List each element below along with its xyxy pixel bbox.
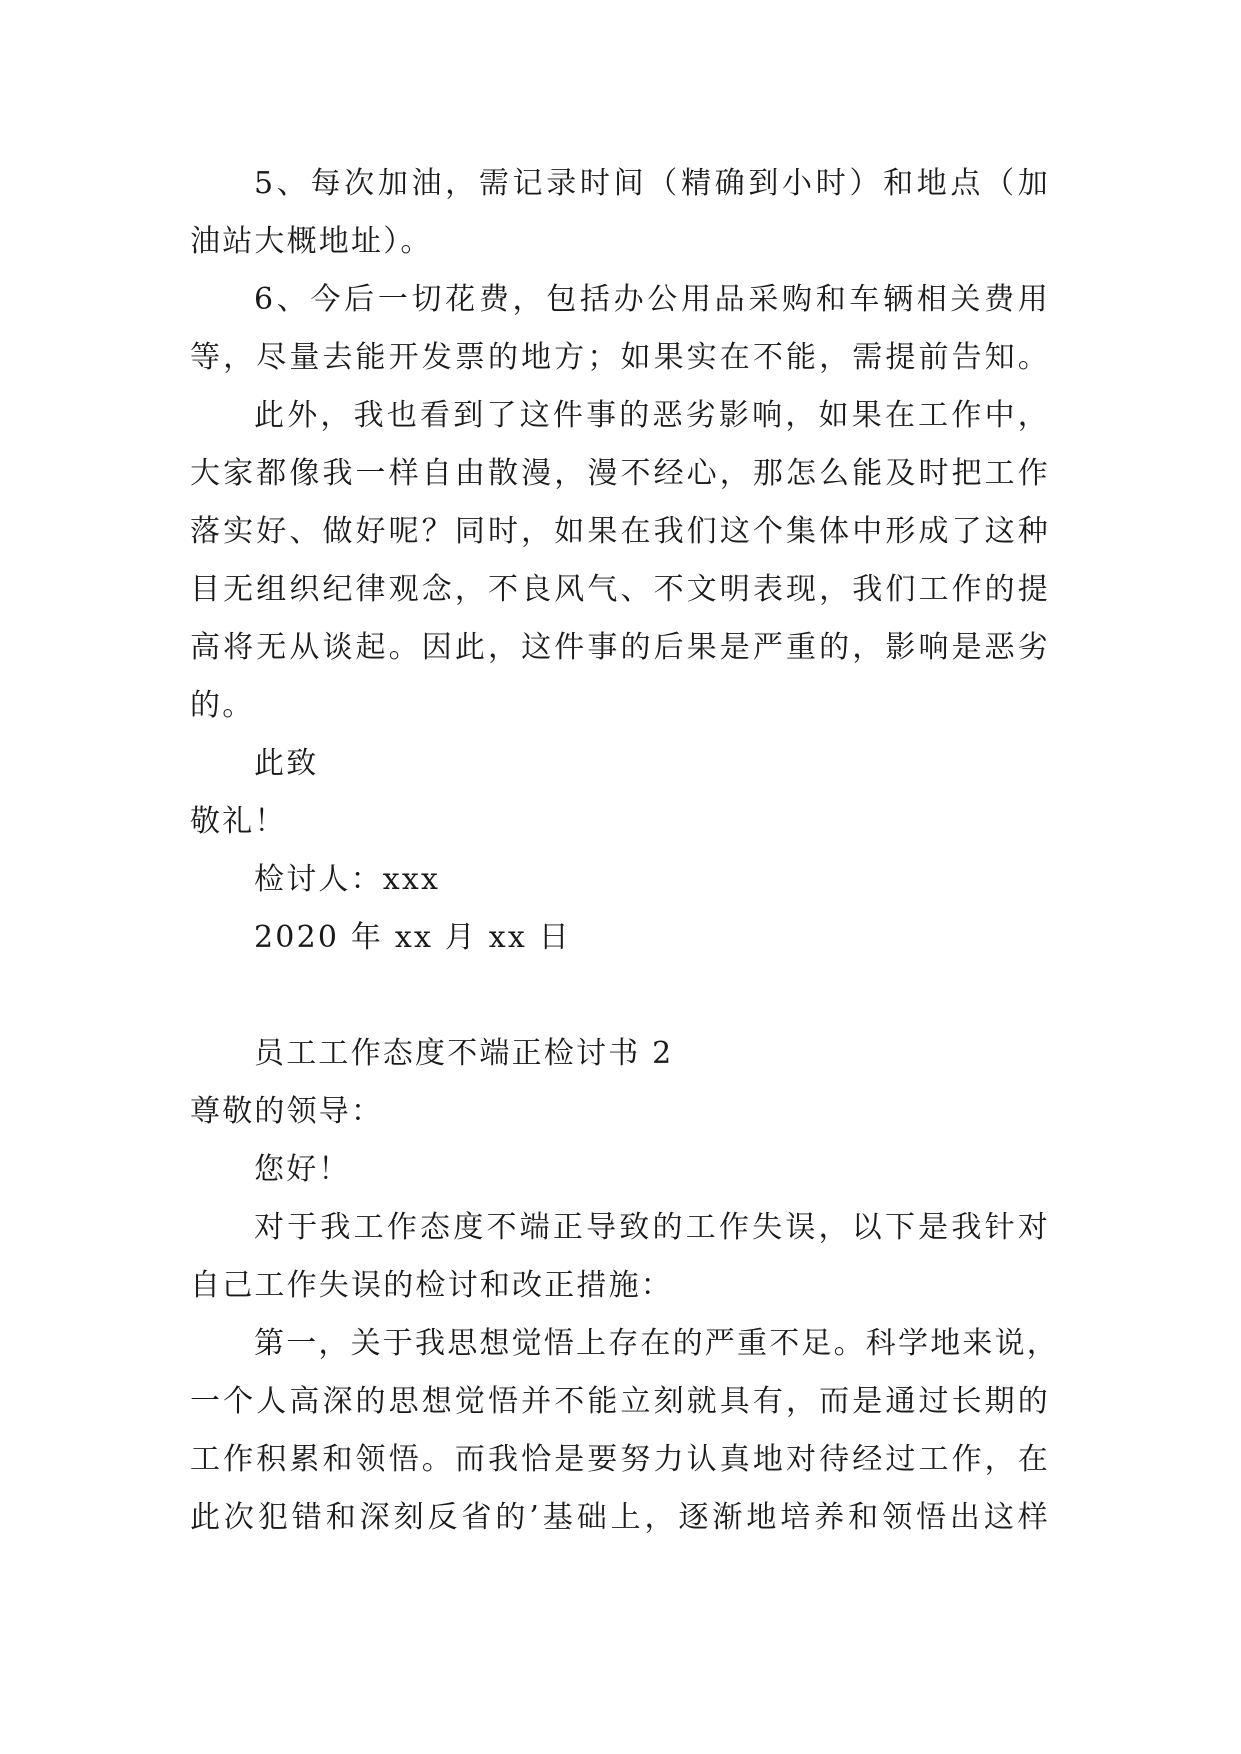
text-line: 5、每次加油，需记录时间（精确到小时）和地点（加 [254,166,1050,201]
text-line: 自己工作失误的检讨和改正措施： [190,1268,673,1303]
text-line: 等，尽量去能开发票的地方；如果实在不能，需提前告知。 [190,340,1050,375]
text-line: 高将无从谈起。因此，这件事的后果是严重的，影响是恶劣 [190,630,1050,665]
text-line: 6、今后一切花费，包括办公用品采购和车辆相关费用 [254,282,1050,317]
closing-regards: 敬礼！ [190,804,287,839]
text-line: 落实好、做好呢？同时，如果在我们这个集体中形成了这种 [190,514,1050,549]
date-line: 2020 年 xx 月 xx 日 [254,920,571,955]
closing-salutation: 此致 [254,746,319,781]
section-title: 员工工作态度不端正检讨书 2 [254,1036,674,1071]
text-line: 此次犯错和深刻反省的’基础上，逐渐地培养和领悟出这样 [190,1500,1050,1535]
greeting-hello: 您好！ [254,1152,351,1187]
text-line: 工作积累和领悟。而我恰是要努力认真地对待经过工作，在 [190,1442,1050,1477]
blank-line [190,967,1050,1025]
document-body [190,155,1059,1547]
text-line: 目无组织纪律观念，不良风气、不文明表现，我们工作的提 [190,572,1050,607]
text-line: 对于我工作态度不端正导致的工作失误，以下是我针对 [254,1210,1050,1245]
text-line: 此外，我也看到了这件事的恶劣影响，如果在工作中， [254,398,1050,433]
greeting-line: 尊敬的领导： [190,1094,384,1129]
text-line: 大家都像我一样自由散漫，漫不经心，那怎么能及时把工作 [190,456,1050,491]
text-line: 第一，关于我思想觉悟上存在的严重不足。科学地来说， [254,1326,1059,1361]
text-line: 一个人高深的思想觉悟并不能立刻就具有，而是通过长期的 [190,1384,1050,1419]
text-line: 油站大概地址）。 [190,224,433,259]
text-line: 的。 [190,688,255,723]
signature-line: 检讨人：xxx [254,862,441,897]
